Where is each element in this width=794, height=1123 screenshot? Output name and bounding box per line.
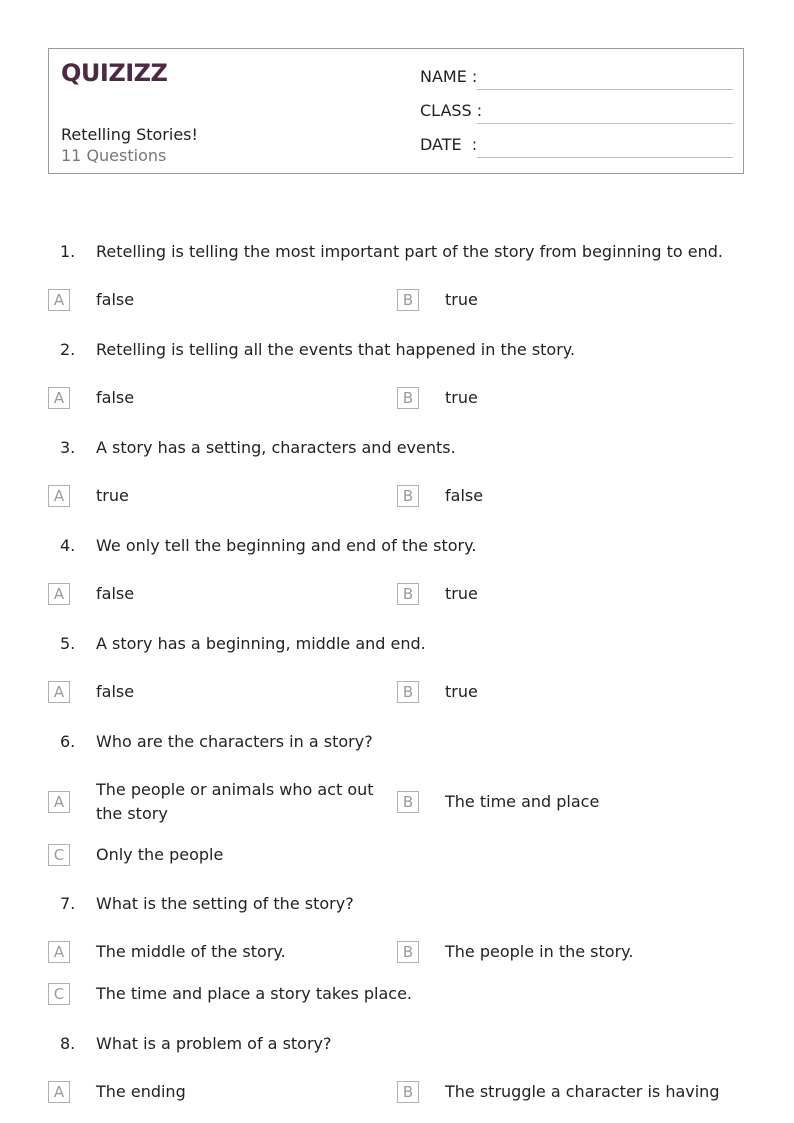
name-line[interactable] (477, 89, 733, 90)
option-letter-box[interactable]: B (397, 791, 419, 813)
question-number: 8. (60, 1034, 76, 1053)
name-field (420, 67, 733, 91)
option-letter-box[interactable]: A (48, 485, 70, 507)
question-text: Retelling is telling all the events that happened in the story. (96, 340, 576, 359)
option-letter-box[interactable]: A (48, 1081, 70, 1103)
date-field (420, 135, 733, 159)
worksheet-title: Retelling Stories! (61, 125, 198, 144)
option-text: The time and place (445, 792, 600, 811)
option-letter-box[interactable]: B (397, 941, 419, 963)
question-number: 6. (60, 732, 76, 751)
question-text: We only tell the beginning and end of the story. (96, 536, 477, 555)
question-number: 2. (60, 340, 76, 359)
class-line[interactable] (477, 123, 733, 124)
option-letter-box[interactable]: A (48, 941, 70, 963)
option-letter-box[interactable]: A (48, 289, 70, 311)
option-text: true (96, 486, 129, 505)
question-number: 7. (60, 894, 76, 913)
question-text: A story has a beginning, middle and end. (96, 634, 426, 653)
option-text: true (445, 682, 478, 701)
option-letter-box[interactable]: A (48, 791, 70, 813)
option-text: false (96, 388, 135, 407)
option-text: false (96, 584, 135, 603)
question-number: 4. (60, 536, 76, 555)
option-letter-box[interactable]: B (397, 387, 419, 409)
question-text: What is a problem of a story? (96, 1034, 332, 1053)
option-letter-box[interactable]: C (48, 983, 70, 1005)
question-text: Who are the characters in a story? (96, 732, 373, 751)
option-text: true (445, 388, 478, 407)
option-text: false (96, 290, 135, 309)
question-text: Retelling is telling the most important part of the story from beginning to end. (96, 242, 724, 261)
question-text: A story has a setting, characters and events. (96, 438, 456, 457)
option-text: The people in the story. (445, 942, 634, 961)
option-text: The middle of the story. (96, 942, 286, 961)
option-text: The time and place a story takes place. (96, 984, 412, 1003)
option-letter-box[interactable]: B (397, 681, 419, 703)
option-letter-box[interactable]: A (48, 681, 70, 703)
question-number: 1. (60, 242, 76, 261)
option-text: true (445, 290, 478, 309)
option-text: The struggle a character is having (445, 1082, 720, 1101)
date-label: DATE : (420, 135, 478, 154)
option-letter-box[interactable]: C (48, 844, 70, 866)
option-letter-box[interactable]: B (397, 289, 419, 311)
option-text: Only the people (96, 845, 224, 864)
quizizz-logo: QUIZIZZ (61, 59, 168, 87)
name-label: NAME : (420, 67, 478, 86)
worksheet-header (48, 48, 744, 174)
option-text: The people or animals who act out the story (96, 780, 374, 823)
question-count: 11 Questions (61, 146, 167, 165)
option-letter-box[interactable]: B (397, 485, 419, 507)
class-field (420, 101, 733, 125)
date-line[interactable] (477, 157, 733, 158)
option-text: false (96, 682, 135, 701)
option-text: true (445, 584, 478, 603)
question-text: What is the setting of the story? (96, 894, 354, 913)
option-letter-box[interactable]: A (48, 583, 70, 605)
question-number: 3. (60, 438, 76, 457)
class-label: CLASS : (420, 101, 483, 120)
option-text: false (445, 486, 484, 505)
option-text: The ending (96, 1082, 186, 1101)
option-letter-box[interactable]: B (397, 1081, 419, 1103)
question-number: 5. (60, 634, 76, 653)
option-letter-box[interactable]: A (48, 387, 70, 409)
option-letter-box[interactable]: B (397, 583, 419, 605)
